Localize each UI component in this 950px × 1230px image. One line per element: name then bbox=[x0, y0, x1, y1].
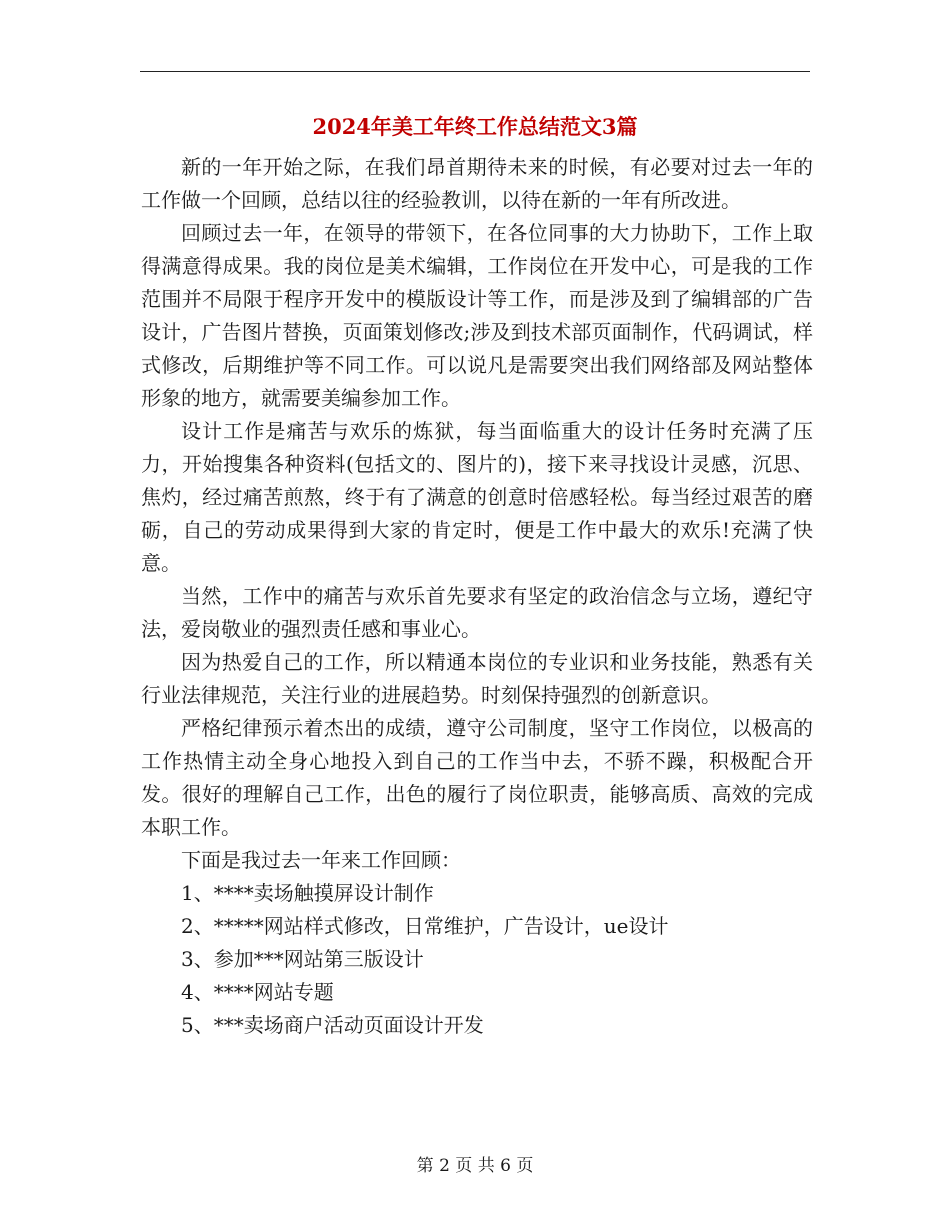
paragraph: 严格纪律预示着杰出的成绩，遵守公司制度，坚守工作岗位，以极高的工作热情主动全身心地投入到自己的工作当中去，不骄不躁，积极配合开发。很好的理解自己工作，出色的履行了岗位职责，能够高质、高效的完成本职工作。 bbox=[141, 716, 813, 839]
paragraph: 当然，工作中的痛苦与欢乐首先要求有坚定的政治信念与立场，遵纪守法，爱岗敬业的强烈责任感和事业心。 bbox=[141, 584, 813, 641]
list-item: 2、*****网站样式修改，日常维护，广告设计，ue设计 bbox=[181, 914, 669, 938]
list-item: 4、****网站专题 bbox=[181, 980, 334, 1004]
list-item: 5、***卖场商户活动页面设计开发 bbox=[181, 1013, 484, 1037]
paragraph: 回顾过去一年，在领导的带领下，在各位同事的大力协助下，工作上取得满意得成果。我的岗位是美术编辑，工作岗位在开发中心，可是我的工作范围并不局限于程序开发中的模版设计等工作，而是涉及到了编辑部的广告设计，广告图片替换，页面策划修改;涉及到技术部页面制作，代码调试，样式修改，后期维护等不同工作。可以说凡是需要突出我们网络部及网站整体形象的地方，就需要美编参加工作。 bbox=[141, 221, 813, 410]
paragraph: 下面是我过去一年来工作回顾： bbox=[181, 848, 461, 872]
paragraph: 设计工作是痛苦与欢乐的炼狱，每当面临重大的设计任务时充满了压力，开始搜集各种资料(包括文的、图片的)，接下来寻找设计灵感，沉思、焦灼，经过痛苦煎熬，终于有了满意的创意时倍感轻松。每当经过艰苦的磨砺，自己的劳动成果得到大家的肯定时，便是工作中最大的欢乐!充满了快意。 bbox=[141, 419, 813, 575]
header-rule bbox=[140, 71, 810, 72]
list-item: 3、参加***网站第三版设计 bbox=[181, 947, 424, 971]
document-body bbox=[141, 151, 813, 1042]
paragraph: 因为热爱自己的工作，所以精通本岗位的专业识和业务技能，熟悉有关行业法律规范，关注行业的进展趋势。时刻保持强烈的创新意识。 bbox=[141, 650, 813, 707]
list-item: 1、****卖场触摸屏设计制作 bbox=[181, 881, 434, 905]
document-title: 2024年美工年终工作总结范文3篇 bbox=[312, 114, 638, 139]
paragraph: 新的一年开始之际，在我们昂首期待未来的时候，有必要对过去一年的工作做一个回顾，总结以往的经验教训，以待在新的一年有所改进。 bbox=[141, 155, 813, 212]
page-number-footer: 第 2 页 共 6 页 bbox=[416, 1156, 534, 1176]
